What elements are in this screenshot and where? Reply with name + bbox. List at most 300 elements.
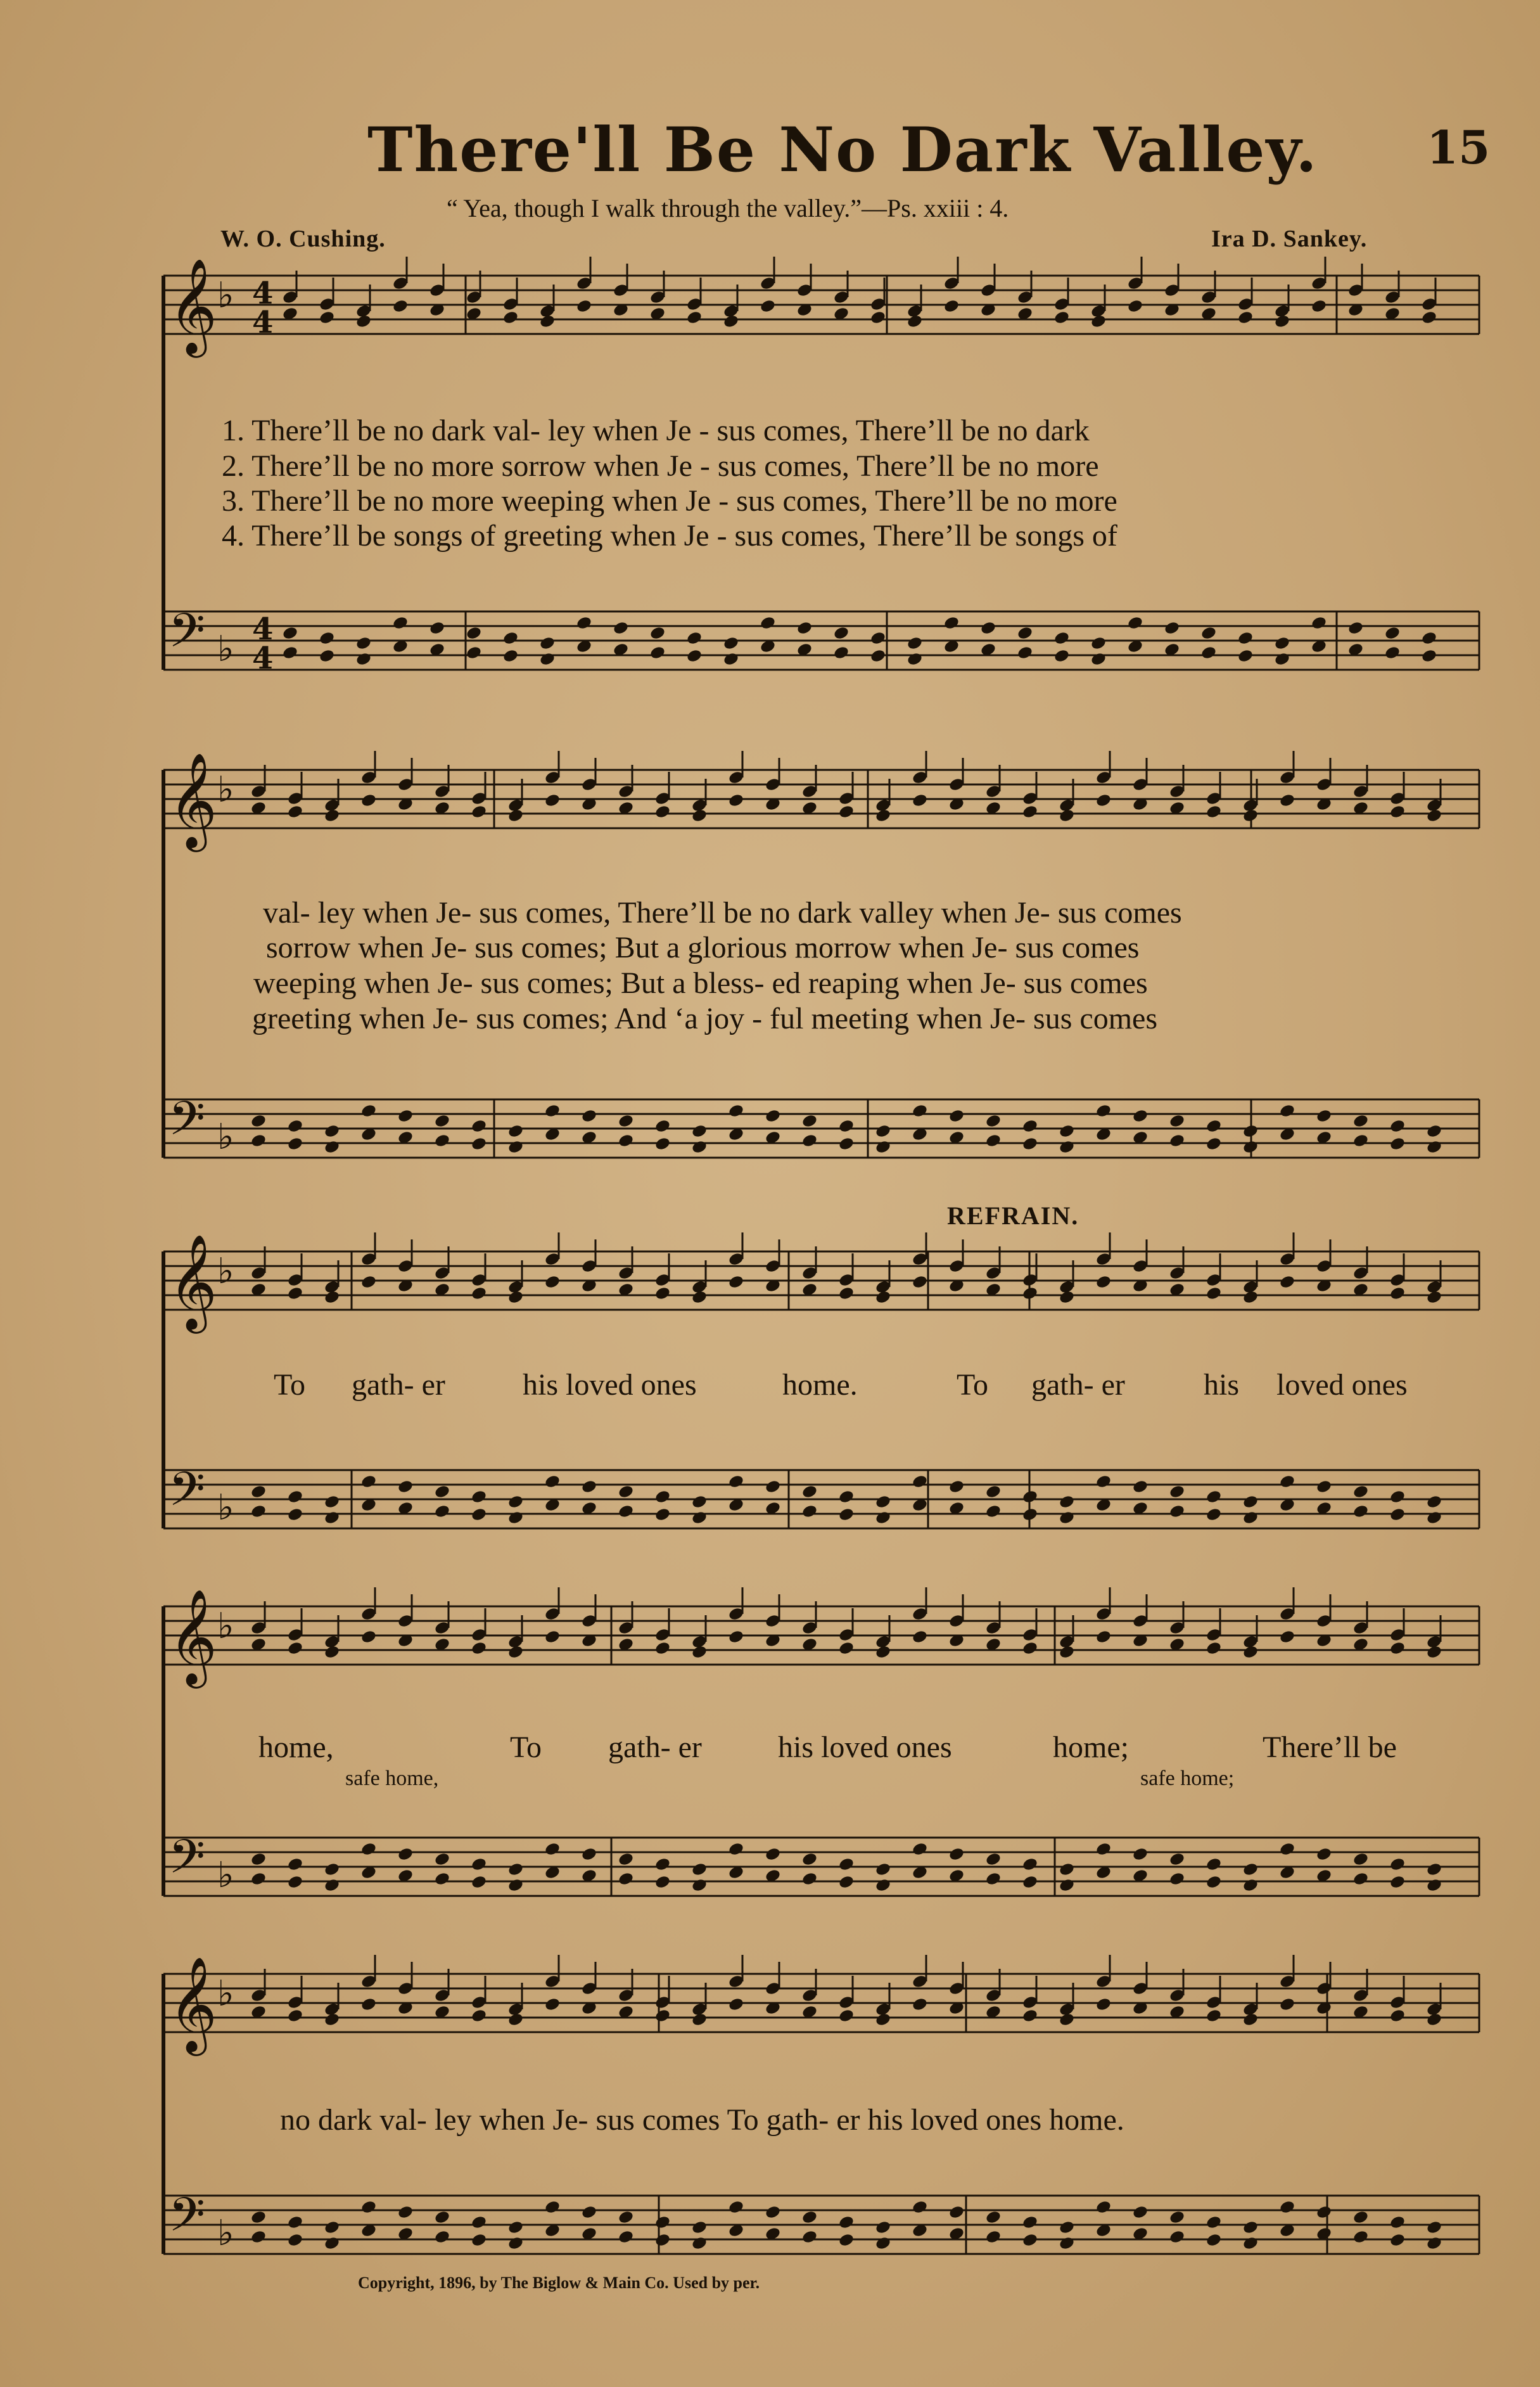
verse-2-line-2: sorrow when Je- sus comes; But a glorious morrow when Je- sus comes xyxy=(266,931,1140,964)
note-head xyxy=(618,1484,635,1499)
note-head xyxy=(502,310,519,325)
note-head xyxy=(287,1118,304,1134)
flat-key-signature-icon: ♭ xyxy=(217,1855,234,1896)
note-head xyxy=(1059,1139,1076,1155)
flat-key-signature-icon: ♭ xyxy=(217,1973,234,2014)
note-head xyxy=(1095,1997,1112,2012)
note-head xyxy=(287,1857,304,1872)
note-head xyxy=(875,1123,892,1139)
note-head xyxy=(1279,1103,1296,1118)
note-head xyxy=(471,1136,488,1151)
refrain-lyric: gath- er xyxy=(608,1731,702,1764)
note-head xyxy=(943,615,960,630)
note-head xyxy=(875,1289,892,1305)
note-head xyxy=(907,314,924,329)
flat-key-signature-icon: ♭ xyxy=(217,769,234,810)
note-head xyxy=(948,1846,965,1862)
note-head xyxy=(507,2236,525,2251)
note-head xyxy=(875,1139,892,1155)
note-head xyxy=(1274,651,1291,667)
note-head xyxy=(319,648,336,663)
note-head xyxy=(691,2012,708,2027)
note-head xyxy=(1132,1108,1149,1123)
note-head xyxy=(1090,314,1107,329)
note-head xyxy=(539,636,556,651)
note-head xyxy=(1426,808,1443,823)
note-head xyxy=(1316,1479,1333,1494)
note-head xyxy=(471,1118,488,1134)
note-head xyxy=(1426,1644,1443,1660)
note-head xyxy=(1352,2210,1370,2225)
note-head xyxy=(1279,1629,1296,1644)
note-head xyxy=(1352,1133,1370,1148)
note-head xyxy=(686,630,703,646)
note-head xyxy=(507,1289,525,1305)
note-head xyxy=(1095,2199,1112,2215)
note-head xyxy=(324,1139,341,1155)
note-head xyxy=(801,2229,818,2244)
note-head xyxy=(434,1133,451,1148)
note-head xyxy=(728,2199,745,2215)
time-signature: 4 xyxy=(252,305,274,340)
note-head xyxy=(581,1846,598,1862)
verse-3-line-1: 3. There’ll be no more weeping when Je - sus comes, There’ll be no more xyxy=(222,484,1117,518)
note-head xyxy=(870,648,887,663)
note-head xyxy=(980,620,997,636)
note-head xyxy=(875,1878,892,1893)
flat-key-signature-icon: ♭ xyxy=(217,2213,234,2254)
note-head xyxy=(287,1489,304,1504)
note-head xyxy=(1059,2012,1076,2027)
note-head xyxy=(728,1841,745,1857)
note-head xyxy=(434,1484,451,1499)
note-head xyxy=(654,1641,671,1656)
note-head xyxy=(1206,1641,1223,1656)
note-head xyxy=(360,1474,378,1489)
note-head xyxy=(250,2229,267,2244)
note-head xyxy=(1389,1507,1406,1522)
note-head xyxy=(875,1510,892,1525)
note-head xyxy=(1237,648,1254,663)
note-head xyxy=(1389,2232,1406,2248)
note-head xyxy=(544,2199,561,2215)
note-head xyxy=(471,2008,488,2023)
note-head xyxy=(1164,620,1181,636)
note-head xyxy=(618,1113,635,1129)
note-head xyxy=(1022,1874,1039,1890)
note-head xyxy=(287,1136,304,1151)
note-head xyxy=(324,2220,341,2235)
note-head xyxy=(875,2220,892,2235)
note-head xyxy=(1090,651,1107,667)
note-head xyxy=(1421,310,1438,325)
note-head xyxy=(355,636,372,651)
bass-clef-icon: 𝄢 xyxy=(169,2187,205,2254)
note-head xyxy=(691,1878,708,1893)
note-head xyxy=(1132,1479,1149,1494)
note-head xyxy=(392,298,409,314)
verse-2-line-1: 2. There’ll be no more sorrow when Je - sus comes, There’ll be no more xyxy=(222,449,1099,483)
note-head xyxy=(1127,298,1144,314)
note-head xyxy=(324,1289,341,1305)
refrain-lyric: his loved ones xyxy=(778,1731,952,1764)
refrain-lyric: his xyxy=(1204,1368,1240,1402)
note-head xyxy=(287,804,304,819)
note-head xyxy=(319,310,336,325)
note-head xyxy=(1242,1139,1259,1155)
treble-clef-icon: 𝄞 xyxy=(169,1233,217,1329)
refrain-label: REFRAIN. xyxy=(947,1201,1079,1230)
note-head xyxy=(1316,1108,1333,1123)
note-head xyxy=(875,2012,892,2027)
note-head xyxy=(429,620,446,636)
note-head xyxy=(507,808,525,823)
note-head xyxy=(801,1133,818,1148)
note-head xyxy=(1132,2205,1149,2220)
note-head xyxy=(728,1997,745,2012)
note-head xyxy=(1053,630,1071,646)
verse-1-line-2: val- ley when Je- sus comes, There’ll be no dark valley when Je- sus comes xyxy=(263,896,1182,930)
note-head xyxy=(1206,804,1223,819)
note-head xyxy=(360,793,378,808)
refrain-lyric: loved ones xyxy=(1276,1368,1408,1402)
note-head xyxy=(507,1510,525,1525)
note-head xyxy=(1316,1846,1333,1862)
note-head xyxy=(324,2012,341,2027)
note-head xyxy=(1242,2220,1259,2235)
note-head xyxy=(1022,2232,1039,2248)
note-head xyxy=(355,651,372,667)
note-head xyxy=(654,1118,671,1134)
note-head xyxy=(728,1474,745,1489)
flat-key-signature-icon: ♭ xyxy=(217,1117,234,1158)
note-head xyxy=(1384,645,1401,660)
note-head xyxy=(654,1857,671,1872)
note-head xyxy=(838,2008,855,2023)
lyricist-credit: W. O. Cushing. xyxy=(220,226,386,252)
verse-1-line-1: 1. There’ll be no dark val- ley when Je - sus comes, There’ll be no dark xyxy=(222,414,1090,447)
verse-4-line-2: greeting when Je- sus comes; And ‘a joy - ful meeting when Je- sus comes xyxy=(252,1002,1158,1035)
note-head xyxy=(1389,804,1406,819)
refrain-lyric: To xyxy=(274,1368,305,1402)
note-head xyxy=(686,648,703,663)
note-head xyxy=(1279,1474,1296,1489)
note-head xyxy=(765,1846,782,1862)
note-head xyxy=(581,2205,598,2220)
flat-key-signature-icon: ♭ xyxy=(217,1251,234,1292)
note-head xyxy=(397,1479,414,1494)
note-head xyxy=(801,1871,818,1886)
note-head xyxy=(471,1641,488,1656)
note-head xyxy=(796,620,813,636)
note-head xyxy=(907,636,924,651)
note-head xyxy=(1059,808,1076,823)
treble-clef-icon: 𝄞 xyxy=(169,1588,217,1684)
note-head xyxy=(1311,615,1328,630)
note-head xyxy=(691,1510,708,1525)
note-head xyxy=(1022,2215,1039,2230)
flat-key-signature-icon: ♭ xyxy=(217,1606,234,1647)
note-head xyxy=(985,1852,1002,1867)
note-head xyxy=(1053,310,1071,325)
treble-clef-icon: 𝄞 xyxy=(169,257,217,354)
note-head xyxy=(1347,620,1365,636)
note-head xyxy=(1426,2236,1443,2251)
note-head xyxy=(1279,1997,1296,2012)
note-head xyxy=(544,1274,561,1289)
refrain-lyric: gath- er xyxy=(352,1368,445,1402)
note-head xyxy=(250,1133,267,1148)
note-head xyxy=(282,645,299,660)
note-head xyxy=(1132,1846,1149,1862)
note-head xyxy=(1352,1871,1370,1886)
note-head xyxy=(654,2215,671,2230)
note-head xyxy=(1095,1841,1112,1857)
note-head xyxy=(618,2229,635,2244)
note-head xyxy=(1206,1857,1223,1872)
note-head xyxy=(250,2210,267,2225)
note-head xyxy=(654,804,671,819)
copyright-notice: Copyright, 1896, by The Biglow & Main Co. Used by per. xyxy=(358,2274,760,2292)
note-head xyxy=(1095,1103,1112,1118)
note-head xyxy=(1279,1841,1296,1857)
note-head xyxy=(1279,1274,1296,1289)
note-head xyxy=(1200,625,1218,641)
note-head xyxy=(912,1474,929,1489)
note-head xyxy=(1426,1123,1443,1139)
note-head xyxy=(324,1510,341,1525)
note-head xyxy=(287,1874,304,1890)
note-head xyxy=(1169,1871,1186,1886)
note-head xyxy=(801,2210,818,2225)
note-head xyxy=(250,1871,267,1886)
note-head xyxy=(1127,615,1144,630)
note-head xyxy=(1095,1474,1112,1489)
note-head xyxy=(1426,1494,1443,1509)
note-head xyxy=(1279,2199,1296,2215)
bass-echo-words: safe home, xyxy=(345,1767,439,1790)
note-head xyxy=(507,1494,525,1509)
note-head xyxy=(397,2205,414,2220)
note-head xyxy=(360,1629,378,1644)
composer-credit: Ira D. Sankey. xyxy=(1211,226,1368,252)
note-head xyxy=(912,1103,929,1118)
note-head xyxy=(985,2229,1002,2244)
bass-clef-icon: 𝄢 xyxy=(169,1829,205,1896)
note-head xyxy=(943,298,960,314)
note-head xyxy=(654,1136,671,1151)
time-signature: 4 xyxy=(252,276,274,311)
note-head xyxy=(581,1108,598,1123)
note-head xyxy=(324,2236,341,2251)
flat-key-signature-icon: ♭ xyxy=(217,275,234,316)
note-head xyxy=(1059,1878,1076,1893)
note-head xyxy=(1017,645,1034,660)
note-head xyxy=(434,2210,451,2225)
note-head xyxy=(838,2215,855,2230)
note-head xyxy=(691,1123,708,1139)
note-head xyxy=(507,1644,525,1660)
note-head xyxy=(1242,1123,1259,1139)
note-head xyxy=(1206,2232,1223,2248)
note-head xyxy=(324,808,341,823)
treble-clef-icon: 𝄞 xyxy=(169,752,217,848)
note-head xyxy=(838,1857,855,1872)
note-head xyxy=(691,1289,708,1305)
note-head xyxy=(502,630,519,646)
note-head xyxy=(1389,2008,1406,2023)
time-signature: 4 xyxy=(252,611,274,647)
note-head xyxy=(1242,2012,1259,2027)
note-head xyxy=(838,1118,855,1134)
note-head xyxy=(1200,645,1218,660)
note-head xyxy=(1206,1489,1223,1504)
note-head xyxy=(1206,1874,1223,1890)
note-head xyxy=(1095,1629,1112,1644)
note-head xyxy=(1426,1510,1443,1525)
note-head xyxy=(1095,1274,1112,1289)
note-head xyxy=(1169,1852,1186,1867)
note-head xyxy=(355,314,372,329)
refrain-lyric: gath- er xyxy=(1031,1368,1125,1402)
note-head xyxy=(397,1846,414,1862)
note-head xyxy=(875,1494,892,1509)
note-head xyxy=(801,1852,818,1867)
note-head xyxy=(654,1286,671,1301)
note-head xyxy=(1242,1494,1259,1509)
note-head xyxy=(471,1507,488,1522)
note-head xyxy=(324,1862,341,1877)
note-head xyxy=(1352,2229,1370,2244)
note-head xyxy=(324,1123,341,1139)
note-head xyxy=(654,2008,671,2023)
note-head xyxy=(985,1504,1002,1519)
note-head xyxy=(912,1629,929,1644)
note-head xyxy=(1169,1484,1186,1499)
note-head xyxy=(287,1286,304,1301)
note-head xyxy=(985,1484,1002,1499)
note-head xyxy=(654,1489,671,1504)
note-head xyxy=(539,314,556,329)
note-head xyxy=(1059,1123,1076,1139)
note-head xyxy=(471,1489,488,1504)
note-head xyxy=(691,1644,708,1660)
note-head xyxy=(1352,1484,1370,1499)
note-head xyxy=(870,310,887,325)
refrain-lyric: home; xyxy=(1053,1731,1129,1764)
note-head xyxy=(875,2236,892,2251)
note-head xyxy=(907,651,924,667)
note-head xyxy=(1242,1510,1259,1525)
note-head xyxy=(471,2232,488,2248)
note-head xyxy=(397,1108,414,1123)
note-head xyxy=(1022,1641,1039,1656)
note-head xyxy=(691,2220,708,2235)
note-head xyxy=(838,1489,855,1504)
note-head xyxy=(801,1113,818,1129)
note-head xyxy=(723,651,740,667)
note-head xyxy=(649,625,666,641)
note-head xyxy=(544,1997,561,2012)
time-signature: 4 xyxy=(252,641,274,676)
note-head xyxy=(613,620,630,636)
note-head xyxy=(1022,804,1039,819)
note-head xyxy=(618,1504,635,1519)
note-head xyxy=(1022,1857,1039,1872)
note-head xyxy=(728,793,745,808)
verse-3-line-2: weeping when Je- sus comes; But a bless- ed reaping when Je- sus comes xyxy=(253,966,1148,1000)
note-head xyxy=(471,1286,488,1301)
note-head xyxy=(1169,2210,1186,2225)
note-head xyxy=(948,1108,965,1123)
note-head xyxy=(1242,1862,1259,1877)
note-head xyxy=(1421,630,1438,646)
note-head xyxy=(1389,1286,1406,1301)
note-head xyxy=(985,1133,1002,1148)
note-head xyxy=(1237,630,1254,646)
note-head xyxy=(654,2232,671,2248)
note-head xyxy=(1022,2008,1039,2023)
note-head xyxy=(1311,298,1328,314)
note-head xyxy=(1095,793,1112,808)
note-head xyxy=(1022,1489,1039,1504)
note-head xyxy=(471,1874,488,1890)
note-head xyxy=(728,1103,745,1118)
note-head xyxy=(875,1644,892,1660)
note-head xyxy=(618,1852,635,1867)
note-head xyxy=(1059,2220,1076,2235)
note-head xyxy=(1242,2236,1259,2251)
note-head xyxy=(287,2008,304,2023)
note-head xyxy=(723,314,740,329)
refrain-lyric: To xyxy=(510,1731,542,1764)
note-head xyxy=(1059,1494,1076,1509)
note-head xyxy=(912,1274,929,1289)
note-head xyxy=(1206,2215,1223,2230)
note-head xyxy=(691,1862,708,1877)
note-head xyxy=(912,1841,929,1857)
note-head xyxy=(1316,2205,1333,2220)
note-head xyxy=(838,1874,855,1890)
note-head xyxy=(691,1139,708,1155)
refrain-lyric: To xyxy=(957,1368,988,1402)
hymn-title: There'll Be No Dark Valley. xyxy=(367,114,1318,186)
note-head xyxy=(618,2210,635,2225)
note-head xyxy=(728,1274,745,1289)
note-head xyxy=(1059,1644,1076,1660)
note-head xyxy=(1389,1489,1406,1504)
note-head xyxy=(1242,1878,1259,1893)
note-head xyxy=(723,636,740,651)
note-head xyxy=(1389,1118,1406,1134)
note-head xyxy=(1059,2236,1076,2251)
note-head xyxy=(250,1113,267,1129)
note-head xyxy=(1421,648,1438,663)
note-head xyxy=(838,1507,855,1522)
note-head xyxy=(760,298,777,314)
note-head xyxy=(1384,625,1401,641)
note-head xyxy=(801,1504,818,1519)
note-head xyxy=(1352,1113,1370,1129)
note-head xyxy=(507,2220,525,2235)
note-head xyxy=(1274,314,1291,329)
note-head xyxy=(838,1641,855,1656)
note-head xyxy=(838,2232,855,2248)
note-head xyxy=(1022,1507,1039,1522)
note-head xyxy=(765,1108,782,1123)
note-head xyxy=(691,808,708,823)
note-head xyxy=(912,793,929,808)
